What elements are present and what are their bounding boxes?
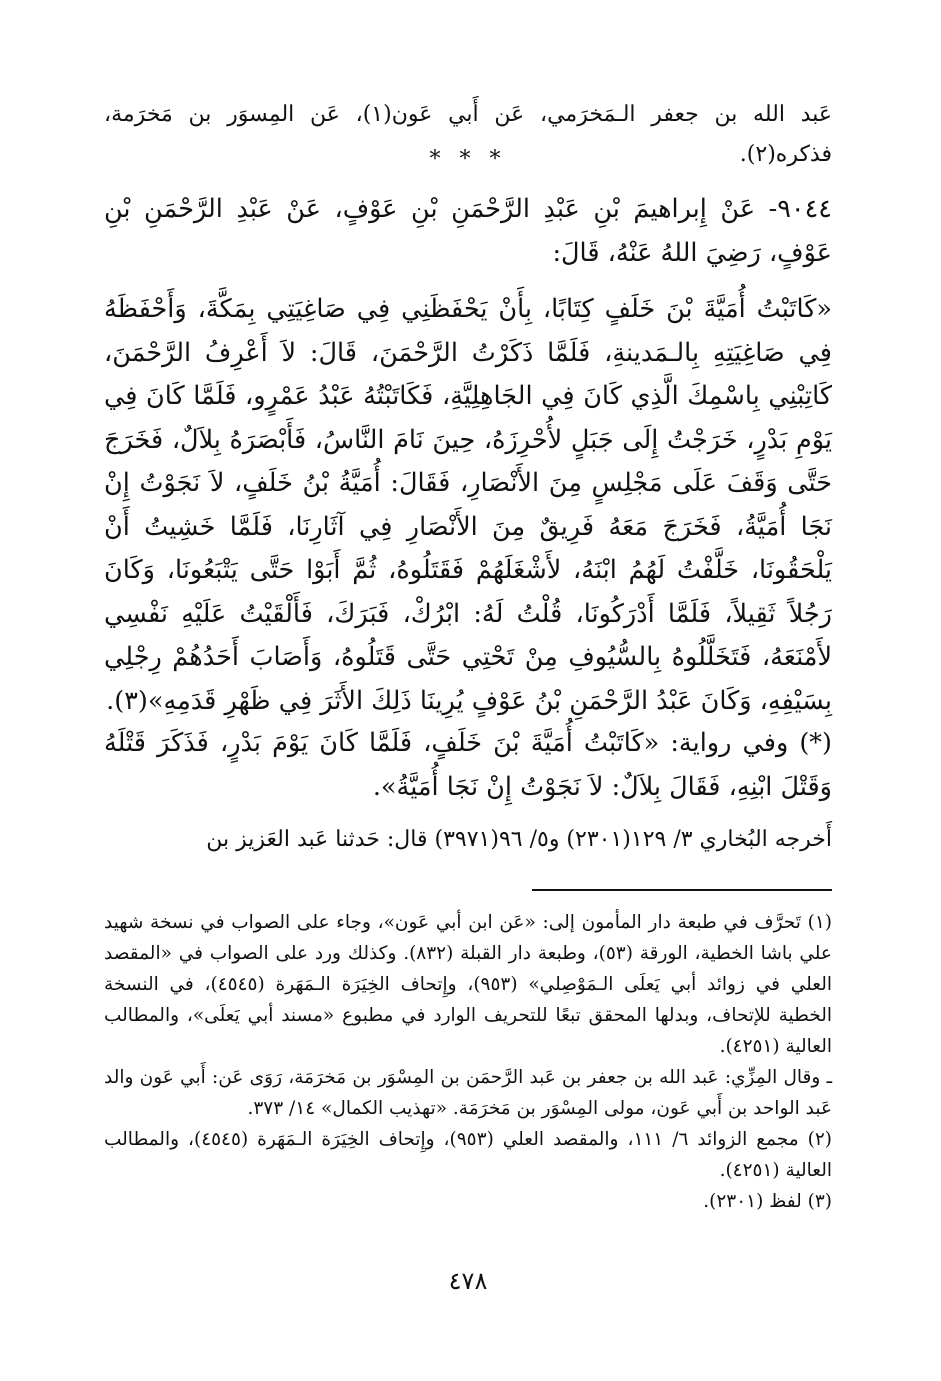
footnote-2: (٢) مجمع الزوائد ٦/ ١١١، والمقصد العلي (٩٥٣)، وإِتحاف الخِيَرَة الـمَهَرة (٤٥٤٥)، والمطالب العالية (٤٢٥١). bbox=[104, 1129, 833, 1181]
hadith-takhrij: أَخرجه البُخاري ٣/ ١٢٩(٢٣٠١) و٥/ ٩٦(٣٩٧١) قال: حَدثنا عَبد العَزيز بن bbox=[206, 827, 832, 852]
page-number: ٤٧٨ bbox=[448, 1267, 488, 1295]
hadith-header: ٩٠٤٤- عَنْ إِبراهيمَ بْنِ عَبْدِ الرَّحْمَنِ بْنِ عَوْفٍ، عَنْ عَبْدِ الرَّحْمَنِ بْنِ عَوْفٍ، رَضِيَ اللهُ عَنْهُ، قَالَ: bbox=[104, 194, 832, 268]
hadith-riwaya: (*) وفي رواية: «كَاتَبْتُ أُمَيَّةَ بْنَ خَلَفٍ، فَلَمَّا كَانَ يَوْمَ بَدْرٍ، فَذَكَرَ قَتْلَهُ وَقَتْلَ ابْنِهِ، فَقَالَ بِلاَلٌ: لاَ نَجَوْتُ إِنْ نَجَا أُمَيَّةُ». bbox=[104, 728, 832, 802]
footnote-3: (٣) لفظ (٢٣٠١). bbox=[703, 1191, 832, 1212]
footnote-1: (١) تَحرَّف في طبعة دار المأمون إلى: «عَن ابن أبي عَون»، وجاء على الصواب في نسخة شهيد علي باشا الخطية، الورقة (٥٣)، وطبعة دار القبلة (٨٣٢). وكذلك ورد على الصواب في «المقصد العلي في زوائد أبي يَعلَى الـمَوْصِلي» (٩٥٣)، وإِتحاف الخِيَرَة الـمَهَرة (٤٥٤٥)، في النسخة الخطية للإتحاف، وبدلها المحقق تبعًا للتحريف الوارد في مطبوع «مسند أبي يَعلَى»، والمطالب العالية (٤٢٥١). bbox=[104, 912, 832, 1057]
intro-text: عَبد الله بن جعفر الـمَخرَمي، عَن أَبي عَون(١)، عَن المِسوَر بن مَخرَمة، فذكره(٢). bbox=[104, 102, 832, 167]
footnote-1-note: ـ وقال المِزِّي: عَبد الله بن جعفر بن عَبد الرَّحمَن بن المِسْوَر بن مَخرَمَة، رَوَى عَن: أَبي عَون والد عَبد الواحد بن أَبي عَون، مولى المِسْوَر بن مَخرَمَة. «تهذيب الكمال» ١٤/ ٣٧٣. bbox=[104, 1067, 832, 1119]
section-separator: * * * bbox=[429, 147, 507, 172]
hadith-body: «كَاتَبْتُ أُمَيَّةَ بْنَ خَلَفٍ كِتَابًا، بِأَنْ يَحْفَظَنِي فِي صَاغِيَتِي بِمَكَّةَ، وَأَحْفَظَهُ فِي صَاغِيَتِهِ بِالـمَدينةِ، فَلَمَّا ذَكَرْتُ الرَّحْمَنَ، قَالَ: لاَ أَعْرِفُ الرَّحْمَنَ، كَاتِبْنِي بِاسْمِكَ الَّذِي كَانَ فِي الجَاهِلِيَّةِ، فَكَاتَبْتُهُ عَبْدُ عَمْرٍو، فَلَمَّا كَانَ فِي يَوْمِ بَدْرٍ، خَرَجْتُ إِلَى جَبَلٍ لأُحْرِزَهُ، حِينَ نَامَ النَّاسُ، فَأَبْصَرَهُ بِلاَلٌ، فَخَرَجَ حَتَّى وَقَفَ عَلَى مَجْلِسٍ مِنَ الأَنْصَارِ، فَقَالَ: أُمَيَّةُ بْنُ خَلَفٍ، لاَ نَجَوْتُ إِنْ نَجَا أُمَيَّةُ، فَخَرَجَ مَعَهُ فَرِيقٌ مِنَ الأَنْصَارِ فِي آثَارِنَا، فَلَمَّا خَشِيتُ أَنْ يَلْحَقُونَا، خَلَّفْتُ لَهُمُ ابْنَهُ، لأَشْغَلَهُمْ فَقَتَلُوهُ، ثُمَّ أَبَوْا حَتَّى يَتْبَعُونَا، وَكَانَ رَجُلاً ثَقِيلاً، فَلَمَّا أَدْرَكُونَا، قُلْتُ لَهُ: ابْرُكْ، فَبَرَكَ، فَأَلْقَيْتُ عَلَيْهِ نَفْسِي لأَمْنَعَهُ، فَتَخَلَّلُوهُ بِالسُّيُوفِ مِنْ تَحْتِي حَتَّى قَتَلُوهُ، وَأَصَابَ أَحَدُهُمْ رِجْلِي بِسَيْفِهِ، وَكَانَ عَبْدُ الرَّحْمَنِ بْنُ عَوْفٍ يُرِينَا ذَلِكَ الأَثَرَ فِي ظَهْرِ قَدَمِهِ»(٣). bbox=[104, 294, 832, 716]
footnotes bbox=[104, 907, 832, 1217]
footnote-divider bbox=[532, 889, 832, 891]
